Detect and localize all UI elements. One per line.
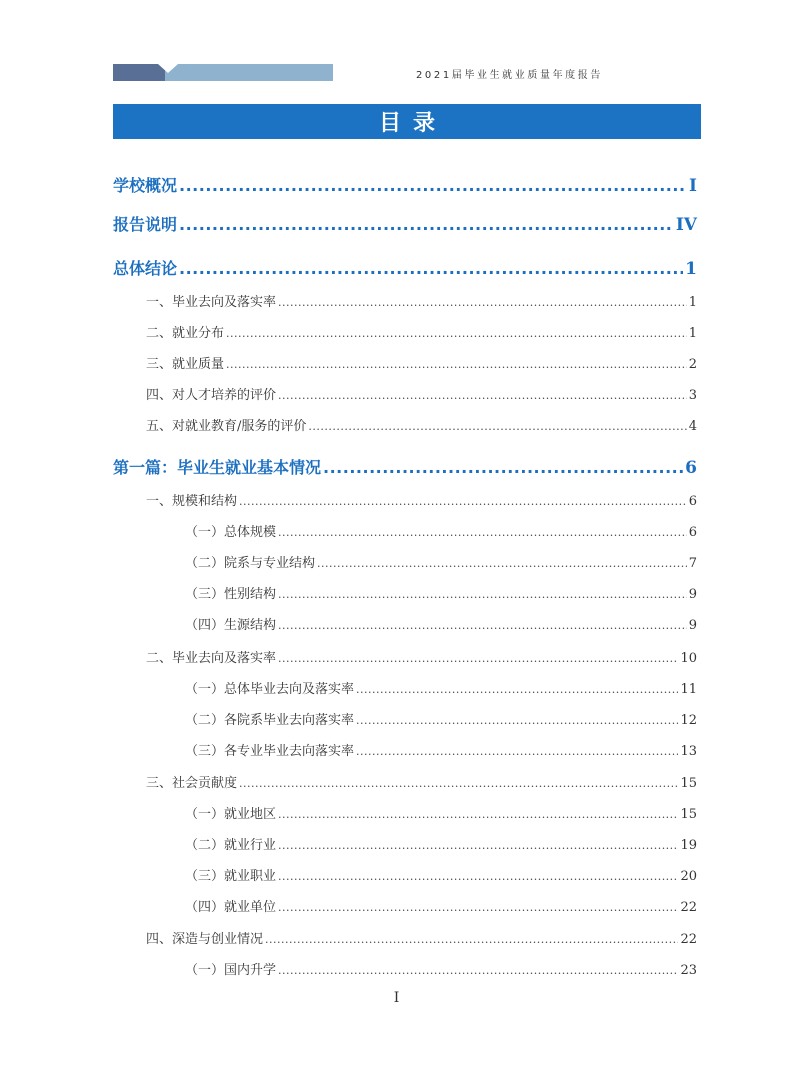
toc-entry[interactable] [146,384,697,402]
toc-entry[interactable] [146,490,697,508]
toc-leader-dots [308,420,686,433]
toc-title: 目录 [378,111,447,136]
toc-entry[interactable] [185,521,697,539]
toc-leader-dots [278,652,678,665]
toc-entry-label: （一）国内升学 [185,963,277,978]
toc-leader-dots [278,964,678,977]
toc-entry[interactable] [185,959,697,977]
toc-entry-label: （一）总体毕业去向及落实率 [185,682,355,697]
toc-entry-page: 6 [688,525,697,540]
toc-entry-page: 9 [688,618,697,633]
toc-leader-dots [278,808,678,821]
toc-entry-page: 22 [680,932,697,947]
toc-entry-label: （三）就业职业 [185,869,277,884]
toc-leader-dots [239,777,678,790]
toc-entry[interactable] [113,173,697,195]
toc-entry-label: 第一篇：毕业生就业基本情况 [113,458,322,477]
toc-entry-label: 五、对就业教育/服务的评价 [146,419,307,434]
toc-entry-label: 二、就业分布 [146,326,225,341]
toc-leader-dots [265,933,678,946]
toc-entry-label: 总体结论 [113,259,178,278]
toc-entry[interactable] [146,928,697,946]
toc-leader-dots [317,557,687,570]
toc-entry-page: 1 [685,259,697,279]
toc-entry[interactable] [185,865,697,883]
toc-entry-page: 6 [685,458,697,478]
toc-entry[interactable] [146,353,697,371]
toc-entry[interactable] [146,772,697,790]
toc-entry[interactable] [185,552,697,570]
toc-entry-label: 二、毕业去向及落实率 [146,651,277,666]
toc-entry-page: 20 [680,869,697,884]
toc-entry[interactable] [185,583,697,601]
toc-leader-dots [226,327,687,340]
toc-entry-label: （四）生源结构 [185,618,277,633]
toc-entry-label: （一）总体规模 [185,525,277,540]
toc-entry[interactable] [146,415,697,433]
toc-entry-page: 7 [688,556,697,571]
toc-leader-dots [278,619,687,632]
toc-leader-dots [179,176,687,195]
toc-entry[interactable] [113,455,697,477]
toc-entry[interactable] [113,212,697,234]
toc-leader-dots [278,839,678,852]
toc-entry-label: 三、就业质量 [146,357,225,372]
toc-entry[interactable] [185,834,697,852]
toc-entry[interactable] [185,614,697,632]
toc-entry-page: 1 [688,326,697,341]
toc-leader-dots [278,901,678,914]
toc-leader-dots [323,458,683,477]
toc-entry-label: （四）就业单位 [185,900,277,915]
toc-entry-label: 报告说明 [113,215,178,234]
toc-entry[interactable] [185,803,697,821]
toc-entry-page: 9 [688,587,697,602]
toc-entry[interactable] [146,322,697,340]
toc-entry-label: 一、规模和结构 [146,494,238,509]
toc-entry-page: 2 [688,357,697,372]
toc-entry[interactable] [185,740,697,758]
toc-leader-dots [356,683,678,696]
toc-entry-page: 4 [688,419,697,434]
page-number: I [393,990,400,1006]
toc-entry-page: I [689,176,697,196]
toc-entry[interactable] [146,291,697,309]
header-report-title: 2021届毕业生就业质量年度报告 [415,70,603,81]
toc-leader-dots [278,588,687,601]
toc-entry[interactable] [185,678,697,696]
toc-entry-page: 15 [680,776,697,791]
toc-entry-label: （三）性别结构 [185,587,277,602]
toc-entry-label: （三）各专业毕业去向落实率 [185,744,355,759]
toc-entry-page: 23 [680,963,697,978]
toc-entry-page: 15 [680,807,697,822]
toc-entry-page: 13 [680,744,697,759]
toc-entry[interactable] [185,709,697,727]
toc-leader-dots [278,526,687,539]
toc-entry[interactable] [185,896,697,914]
toc-leader-dots [278,870,678,883]
toc-entry-label: 三、社会贡献度 [146,776,238,791]
toc-leader-dots [179,215,674,234]
toc-leader-dots [226,358,687,371]
toc-leader-dots [356,745,678,758]
toc-leader-dots [278,296,687,309]
toc-entry-label: （二）就业行业 [185,838,277,853]
toc-entry-page: 11 [680,682,697,697]
toc-leader-dots [278,389,687,402]
toc-entry-page: 19 [680,838,697,853]
toc-entry-page: 10 [680,651,697,666]
toc-entry-label: 四、深造与创业情况 [146,932,264,947]
toc-entry-label: 一、毕业去向及落实率 [146,295,277,310]
toc-entry-page: 22 [680,900,697,915]
toc-entry-page: 6 [688,494,697,509]
toc-entry[interactable] [113,256,697,278]
toc-entry-label: （一）就业地区 [185,807,277,822]
toc-entry-label: 四、对人才培养的评价 [146,388,277,403]
toc-leader-dots [239,495,687,508]
toc-leader-dots [356,714,678,727]
toc-entry-page: 3 [688,388,697,403]
toc-entry-label: 学校概况 [113,176,178,195]
toc-entry-label: （二）院系与专业结构 [185,556,316,571]
toc-entry-label: （二）各院系毕业去向落实率 [185,713,355,728]
toc-entry-page: 1 [688,295,697,310]
toc-leader-dots [179,259,683,278]
toc-entry-page: 12 [680,713,697,728]
toc-entry-page: IV [675,215,697,235]
toc-entry[interactable] [146,647,697,665]
